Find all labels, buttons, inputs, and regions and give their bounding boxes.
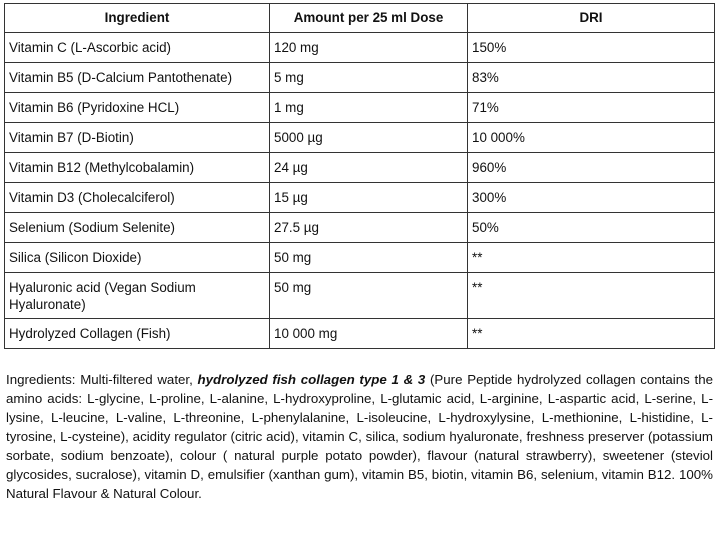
header-ingredient: Ingredient [5,4,270,33]
cell-ingredient: Vitamin B5 (D-Calcium Pantothenate) [5,63,270,93]
cell-dri: 50% [468,213,715,243]
cell-ingredient: Vitamin B6 (Pyridoxine HCL) [5,93,270,123]
table-row [5,243,715,273]
cell-ingredient: Vitamin B12 (Methylcobalamin) [5,153,270,183]
ingredients-rest: (Pure Peptide hydrolyzed collagen contains the amino acids: L-glycine, L-proline, L-alanine, L-hydroxyproline, L-glutamic acid, L-arginine, L-aspartic acid, L-serine, L-lysine, L-leucine, L-valine, L-threonine, L-phenylalanine, L-isoleucine, L-hydroxylysine, L-methionine, L-histidine, L-tyrosine, L-cysteine), acidity regulator (citric acid), vitamin C, silica, sodium hyaluronate, freshness preserver (potassium sorbate, sodium benzoate), colour ( natural purple potato powder), flavour (natural strawberry), sweetener (steviol glycosides, sucralose), vitamin D, emulsifier (xanthan gum), vitamin B5, biotin, vitamin B6, selenium, vitamin B12. 100% Natural Flavour & Natural Colour. [6,372,713,501]
cell-ingredient: Vitamin D3 (Cholecalciferol) [5,183,270,213]
cell-dri: 150% [468,33,715,63]
cell-dri: 960% [468,153,715,183]
table-row [5,63,715,93]
cell-ingredient: Hydrolyzed Collagen (Fish) [5,319,270,349]
table-row [5,123,715,153]
cell-amount: 50 mg [270,273,468,319]
cell-ingredient: Silica (Silicon Dioxide) [5,243,270,273]
cell-ingredient: Selenium (Sodium Selenite) [5,213,270,243]
ingredients-emphasis: hydrolyzed fish collagen type 1 & 3 [197,372,426,387]
cell-dri: 10 000% [468,123,715,153]
cell-ingredient: Vitamin B7 (D-Biotin) [5,123,270,153]
ingredients-paragraph [6,370,713,503]
cell-dri: ** [468,243,715,273]
cell-amount: 10 000 mg [270,319,468,349]
cell-dri: ** [468,273,715,319]
table-row [5,33,715,63]
table-header-row [5,4,715,33]
cell-ingredient: Vitamin C (L-Ascorbic acid) [5,33,270,63]
cell-amount: 24 µg [270,153,468,183]
table-row [5,319,715,349]
cell-dri: 71% [468,93,715,123]
cell-amount: 50 mg [270,243,468,273]
table-row [5,213,715,243]
cell-ingredient: Hyaluronic acid (Vegan Sodium Hyaluronate) [5,273,270,319]
ingredients-lead: Ingredients: Multi-filtered water, [6,372,198,387]
cell-amount: 5 mg [270,63,468,93]
table-row [5,93,715,123]
cell-dri: ** [468,319,715,349]
cell-amount: 120 mg [270,33,468,63]
cell-amount: 27.5 µg [270,213,468,243]
table-row [5,183,715,213]
cell-dri: 300% [468,183,715,213]
header-dri: DRI [468,4,715,33]
cell-amount: 1 mg [270,93,468,123]
cell-dri: 83% [468,63,715,93]
table-row [5,153,715,183]
table-row [5,273,715,319]
header-amount: Amount per 25 ml Dose [270,4,468,33]
ingredient-table [4,3,715,349]
cell-amount: 15 µg [270,183,468,213]
cell-amount: 5000 µg [270,123,468,153]
